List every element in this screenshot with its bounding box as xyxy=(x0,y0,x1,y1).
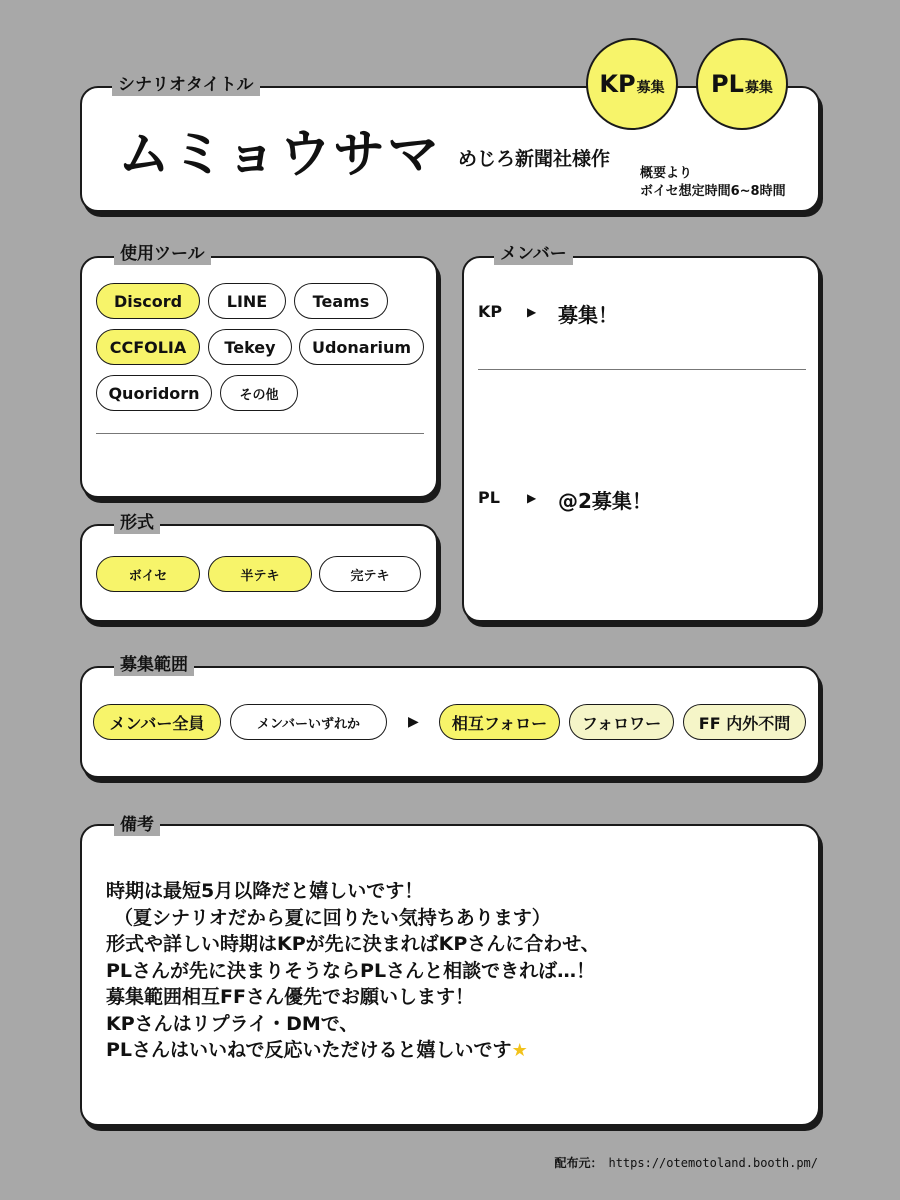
credit xyxy=(554,1154,818,1171)
member-role-pl: PL xyxy=(478,488,500,507)
play-time-note: ボイセ想定時間6~8時間 xyxy=(640,184,786,199)
notes-line: 時期は最短5月以降だと嬉しいです！ xyxy=(106,880,424,902)
arrow-icon: ▶ xyxy=(527,305,537,319)
arrow-icon: ▶ xyxy=(408,714,419,730)
members-card xyxy=(462,256,820,622)
notes-line: （夏シナリオだから夏に回りたい気持ちあります） xyxy=(114,906,551,929)
scenario-title: ムミョウサマ xyxy=(118,125,441,185)
tools-divider xyxy=(96,433,424,434)
tool-ccfolia[interactable]: CCFOLIA xyxy=(96,329,200,365)
notes-section-label: 備考 xyxy=(114,814,160,836)
members-section-label: メンバー xyxy=(494,243,573,265)
range-all-members[interactable]: メンバー全員 xyxy=(93,704,221,740)
tool-tekey[interactable]: Tekey xyxy=(208,329,292,365)
summary-note: 概要より xyxy=(640,166,693,181)
tools-section-label: 使用ツール xyxy=(114,243,211,265)
tool-discord[interactable]: Discord xyxy=(96,283,200,319)
members-divider xyxy=(478,369,806,370)
notes-line: PLさんはいいねで反応いただけると嬉しいです xyxy=(106,1039,512,1061)
credit-label: 配布元： xyxy=(554,1156,603,1170)
notes-body xyxy=(106,878,806,1065)
member-value-pl: @2募集！ xyxy=(558,489,652,513)
format-full-text[interactable]: 完テキ xyxy=(319,556,421,592)
notes-line: 形式や詳しい時期はKPが先に決まればKPさんに合わせ、 xyxy=(106,933,600,955)
tool-line[interactable]: LINE xyxy=(208,283,286,319)
range-mutual-follow[interactable]: 相互フォロー xyxy=(439,704,560,740)
sparkle-star-icon: ★ xyxy=(511,1040,528,1061)
notes-line: KPさんはリプライ・DMで、 xyxy=(106,1012,359,1035)
badge-pl-recruit: 募集 xyxy=(744,80,773,96)
range-section-label: 募集範囲 xyxy=(114,654,194,676)
format-semi-text[interactable]: 半テキ xyxy=(208,556,312,592)
badge-pl-text: PL xyxy=(711,70,744,98)
range-ff-any[interactable]: FF 内外不問 xyxy=(683,704,806,740)
badge-kp-recruit: 募集 xyxy=(636,80,665,96)
notes-line-last xyxy=(106,1037,806,1065)
range-any-member[interactable]: メンバーいずれか xyxy=(230,704,387,740)
arrow-icon: ▶ xyxy=(527,491,537,505)
tool-udonarium[interactable]: Udonarium xyxy=(299,329,424,365)
credit-url[interactable]: https://otemotoland.booth.pm/ xyxy=(608,1156,818,1170)
pl-recruit-badge xyxy=(696,38,788,130)
scenario-author: めじろ新聞社様作 xyxy=(458,148,611,170)
notes-line: PLさんが先に決まりそうならPLさんと相談できれば…！ xyxy=(106,959,596,982)
member-role-kp: KP xyxy=(478,302,503,321)
kp-recruit-badge xyxy=(586,38,678,130)
format-section-label: 形式 xyxy=(114,512,160,534)
tool-teams[interactable]: Teams xyxy=(294,283,388,319)
range-follower[interactable]: フォロワー xyxy=(569,704,674,740)
tool-quoridorn[interactable]: Quoridorn xyxy=(96,375,212,411)
tool-other[interactable]: その他 xyxy=(220,375,298,411)
badge-kp-text: KP xyxy=(599,70,636,98)
scenario-title-label: シナリオタイトル xyxy=(112,74,260,96)
notes-line: 募集範囲相互FFさん優先でお願いします！ xyxy=(106,986,474,1008)
member-value-kp: 募集！ xyxy=(558,303,618,327)
format-voice[interactable]: ボイセ xyxy=(96,556,200,592)
